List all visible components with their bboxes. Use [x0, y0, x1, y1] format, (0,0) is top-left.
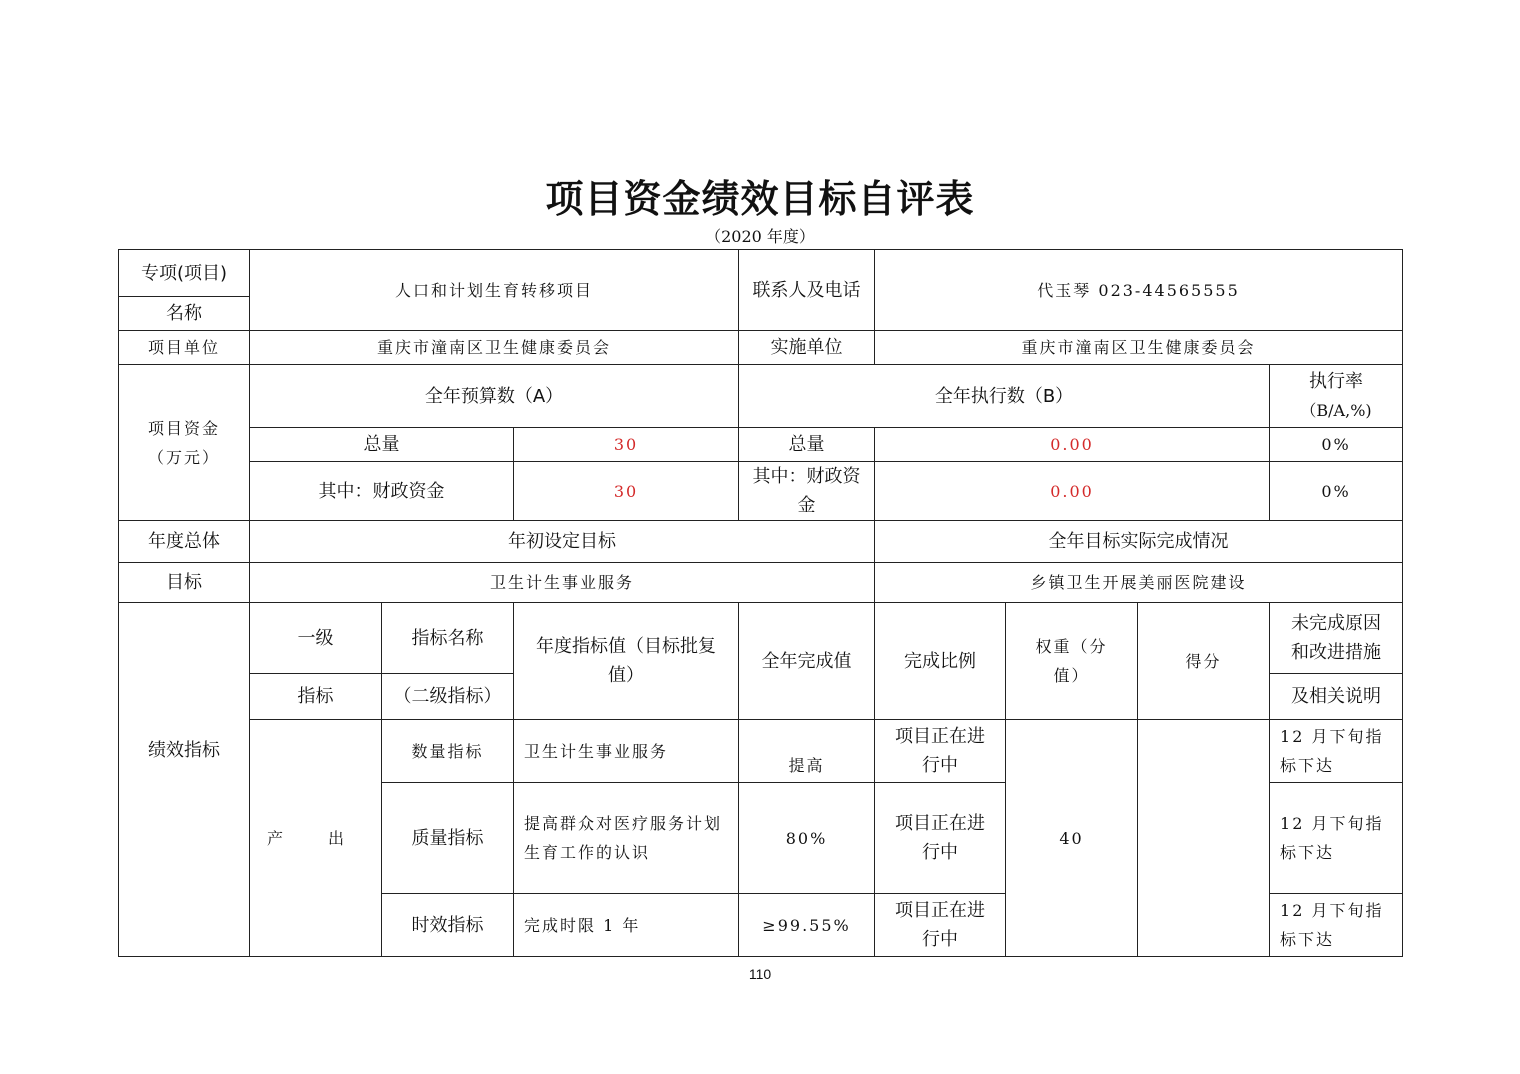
category-output: 产 出 [250, 720, 382, 957]
goal-label-1: 年度总体 [119, 521, 250, 563]
name-header-1: 指标名称 [382, 603, 514, 674]
indicator-reason: 12 月下旬指标下达 [1270, 783, 1403, 894]
weight-header: 权重（分值） [1006, 603, 1138, 720]
impl-unit-label: 实施单位 [739, 331, 875, 365]
score-value [1138, 720, 1270, 957]
total-exec-label: 总量 [739, 428, 875, 462]
indicator-ratio: 项目正在进行中 [875, 894, 1006, 957]
fiscal-rate: 0% [1270, 462, 1403, 521]
funds-label-line2: （万元） [147, 447, 220, 467]
total-exec: 0.00 [875, 428, 1270, 462]
funds-label [119, 365, 250, 521]
indicator-target: 完成时限 1 年 [514, 894, 739, 957]
actual-header: 全年完成值 [739, 603, 875, 720]
level1-header-1: 一级 [250, 603, 382, 674]
indicator-name: 质量指标 [382, 783, 514, 894]
rate-header [1270, 365, 1403, 428]
indicators-label: 绩效指标 [119, 603, 250, 957]
year-subtitle: （2020 年度） [705, 227, 815, 246]
reason-header-2: 及相关说明 [1270, 674, 1403, 720]
score-header: 得分 [1138, 603, 1270, 720]
evaluation-table [118, 249, 1403, 957]
total-rate: 0% [1270, 428, 1403, 462]
indicator-target: 提高群众对医疗服务计划生育工作的认识 [514, 783, 739, 894]
total-label: 总量 [250, 428, 514, 462]
indicator-reason: 12 月下旬指标下达 [1270, 894, 1403, 957]
page-title: 项目资金绩效目标自评表 [545, 176, 975, 221]
goal-initial: 卫生计生事业服务 [250, 563, 875, 603]
indicator-ratio: 项目正在进行中 [875, 720, 1006, 783]
fiscal-label: 其中：财政资金 [250, 462, 514, 521]
ratio-header: 完成比例 [875, 603, 1006, 720]
rate-header-line1: 执行率 [1309, 371, 1364, 392]
project-unit: 重庆市潼南区卫生健康委员会 [250, 331, 739, 365]
contact-value: 代玉琴 023-44565555 [875, 250, 1403, 331]
indicator-name: 数量指标 [382, 720, 514, 783]
reason-header-1: 未完成原因和改进措施 [1270, 603, 1403, 674]
indicator-reason: 12 月下旬指标下达 [1270, 720, 1403, 783]
level1-header-2: 指标 [250, 674, 382, 720]
exec-header: 全年执行数（B） [739, 365, 1270, 428]
contact-label: 联系人及电话 [739, 250, 875, 331]
name-header-2: （二级指标） [382, 674, 514, 720]
indicator-actual: 提高 [739, 720, 875, 783]
goal-initial-header: 年初设定目标 [250, 521, 875, 563]
target-header: 年度指标值（目标批复值） [514, 603, 739, 720]
indicator-name: 时效指标 [382, 894, 514, 957]
indicator-target: 卫生计生事业服务 [514, 720, 739, 783]
fiscal-budget: 30 [514, 462, 739, 521]
page-number: 110 [748, 966, 772, 982]
impl-unit: 重庆市潼南区卫生健康委员会 [875, 331, 1403, 365]
project-unit-label: 项目单位 [119, 331, 250, 365]
indicator-ratio: 项目正在进行中 [875, 783, 1006, 894]
fiscal-exec-label: 其中：财政资金 [739, 462, 875, 521]
goal-actual: 乡镇卫生开展美丽医院建设 [875, 563, 1403, 603]
goal-label-2: 目标 [119, 563, 250, 603]
project-name-label-2: 名称 [119, 297, 250, 331]
funds-label-line1: 项目资金 [147, 418, 220, 438]
weight-value: 40 [1006, 720, 1138, 957]
rate-header-line2: （B/A,%) [1300, 401, 1372, 420]
total-budget: 30 [514, 428, 739, 462]
project-name-label-1: 专项(项目) [119, 250, 250, 297]
indicator-actual: ≥99.55% [739, 894, 875, 957]
goal-actual-header: 全年目标实际完成情况 [875, 521, 1403, 563]
indicator-actual: 80% [739, 783, 875, 894]
fiscal-exec: 0.00 [875, 462, 1270, 521]
budget-header: 全年预算数（A） [250, 365, 739, 428]
table-row [119, 720, 1403, 783]
project-name: 人口和计划生育转移项目 [250, 250, 739, 331]
